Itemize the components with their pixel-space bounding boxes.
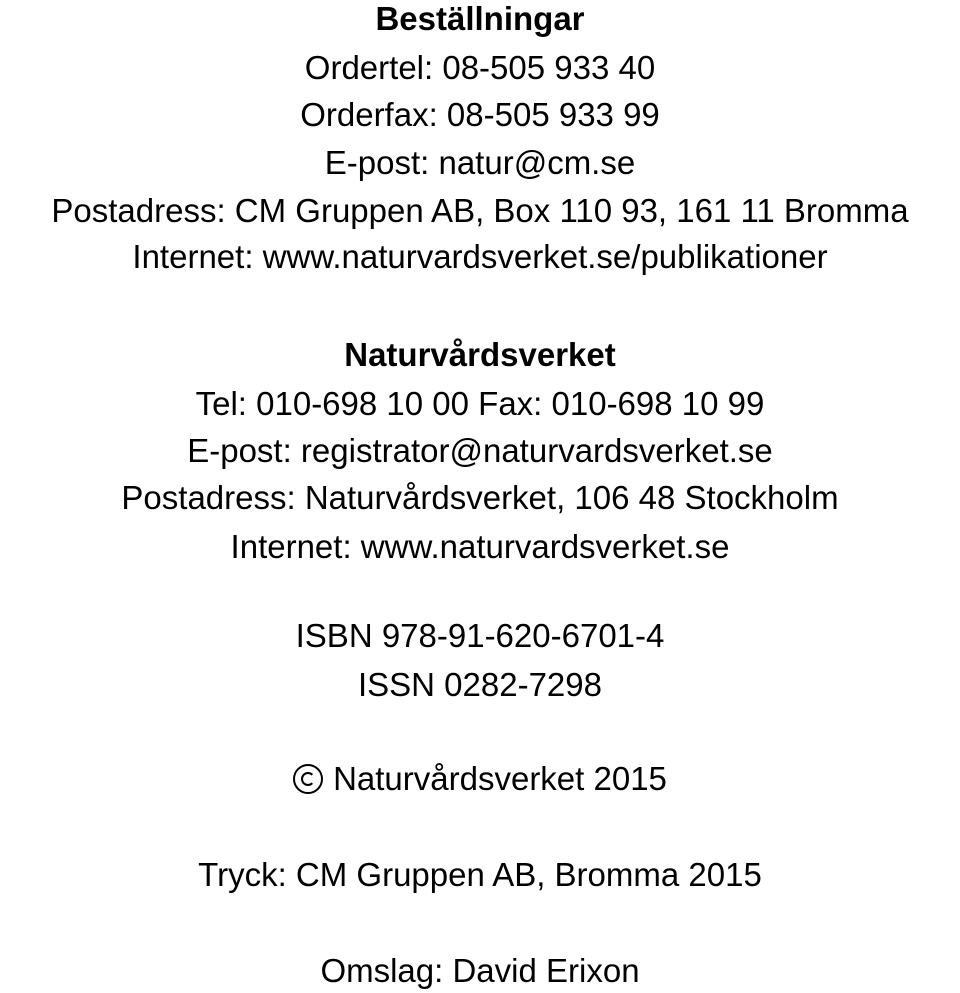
orders-phone: Ordertel: 08-505 933 40 — [304, 49, 656, 86]
orders-address: Postadress: CM Gruppen AB, Box 110 93, 161 11 Bromma — [51, 192, 909, 229]
orders-email: E-post: natur@cm.se — [324, 144, 636, 181]
copyright-line — [0, 760, 960, 802]
agency-address: Postadress: Naturvårdsverket, 106 48 Stockholm — [121, 479, 839, 516]
cover-credit: Omslag: David Erixon — [320, 952, 640, 989]
copyright-icon — [293, 764, 323, 794]
orders-internet: Internet: www.naturvardsverket.se/publikationer — [132, 238, 828, 275]
isbn-number: ISBN 978-91-620-6701-4 — [295, 617, 665, 654]
orders-fax: Orderfax: 08-505 933 99 — [300, 96, 660, 133]
issn-number: ISSN 0282-7298 — [357, 666, 602, 703]
orders-heading: Beställningar — [375, 0, 585, 37]
agency-email: E-post: registrator@naturvardsverket.se — [187, 432, 773, 469]
agency-phone-fax: Tel: 010-698 10 00 Fax: 010-698 10 99 — [195, 385, 765, 422]
agency-heading: Naturvårdsverket — [344, 336, 616, 373]
copyright-text: Naturvårdsverket 2015 — [333, 760, 667, 797]
agency-internet: Internet: www.naturvardsverket.se — [230, 528, 730, 565]
print-credit: Tryck: CM Gruppen AB, Bromma 2015 — [198, 856, 762, 893]
